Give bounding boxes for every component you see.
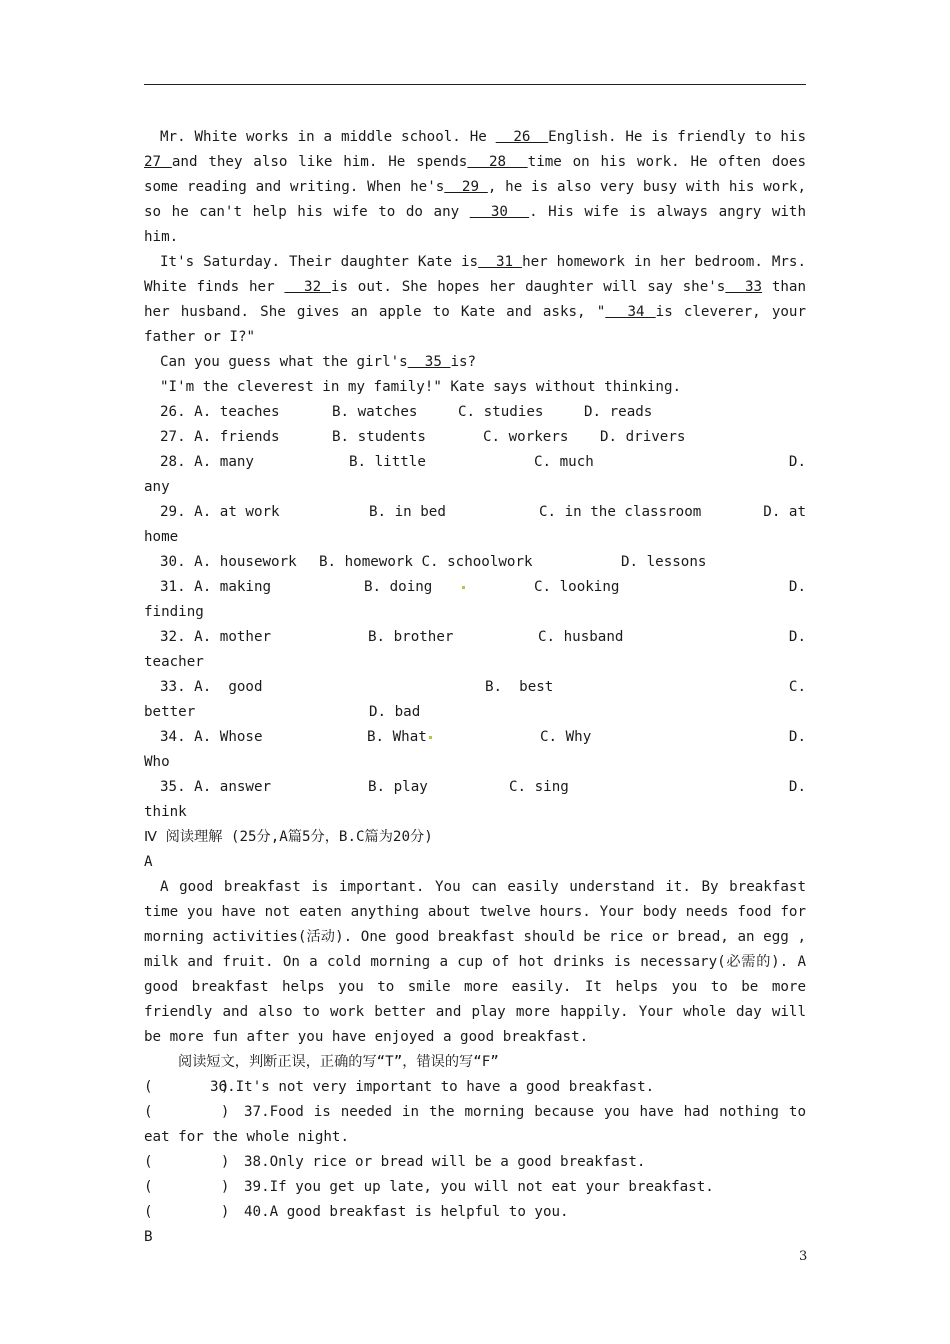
blank-35: 35 xyxy=(407,354,451,370)
question-33-wrap: better D. bad xyxy=(144,704,421,720)
blank-34: 34 xyxy=(605,304,656,320)
question-32-wrap: teacher xyxy=(144,654,204,670)
question-29: 29. A. at work B. in bed C. in the classroom D. at xyxy=(160,504,806,520)
question-29-wrap: home xyxy=(144,529,179,545)
blank-28: 28 xyxy=(467,154,528,170)
question-31: 31. A. making B. doing C. looking D. xyxy=(160,579,806,595)
blank-26: 26 xyxy=(495,129,549,145)
question-35-wrap: think xyxy=(144,804,187,820)
answer-blank[interactable]: ( ) xyxy=(144,1154,230,1170)
part-a-label: A xyxy=(144,854,153,870)
blank-31: 31 xyxy=(478,254,523,270)
stray-mark xyxy=(462,586,465,589)
tf-item: ( ) 40.A good breakfast is helpful to you. xyxy=(144,1200,806,1225)
passage-paragraph-3: Can you guess what the girl's 35 is? xyxy=(160,354,477,370)
question-35: 35. A. answer B. play C. sing D. xyxy=(160,779,806,795)
blank-33: 33 xyxy=(725,279,763,295)
question-27: 27. A. friends B. students C. workers D. drivers xyxy=(160,429,686,445)
question-34-wrap: Who xyxy=(144,754,170,770)
page-number: 3 xyxy=(799,1249,808,1264)
blank-32: 32 xyxy=(284,279,331,295)
document-body xyxy=(144,125,806,1250)
question-33: 33. A. good B. best C. xyxy=(160,679,806,695)
tf-instruction: 阅读短文，判断正误，正确的写“T”，错误的写“F” xyxy=(178,1054,499,1070)
question-34: 34. A. Whose B. What C. Why D. xyxy=(160,729,806,745)
question-28: 28. A. many B. little C. much D. xyxy=(160,454,806,470)
tf-item: ( ) 37.Food is needed in the morning because you have had nothing to eat for the whole night. xyxy=(144,1100,806,1150)
passage-paragraph-2: It's Saturday. Their daughter Kate is 31 her homework in her bedroom. Mrs. White finds her 32 is out. She hopes her daughter will say she's 33 than her husband. She gives an apple to Kate and asks, " 34 is cleverer, your father or I?" xyxy=(144,254,806,345)
tf-item: ( ) 38.Only rice or bread will be a good breakfast. xyxy=(144,1150,806,1175)
blank-27: 27 xyxy=(144,154,172,170)
answer-blank[interactable]: ( ) xyxy=(144,1179,230,1195)
question-31-wrap: finding xyxy=(144,604,204,620)
question-28-wrap: any xyxy=(144,479,170,495)
answer-blank[interactable]: ( ) xyxy=(144,1104,230,1120)
answer-blank[interactable]: ( ) xyxy=(144,1079,230,1095)
blank-30: 30 xyxy=(469,204,530,220)
part-b-label: B xyxy=(144,1229,153,1245)
question-32: 32. A. mother B. brother C. husband D. xyxy=(160,629,806,645)
stray-mark xyxy=(429,736,432,739)
tf-item: ( ) 39.If you get up late, you will not eat your breakfast. xyxy=(144,1175,806,1200)
reading-passage-a: A good breakfast is important. You can easily understand it. By breakfast time you have not eaten anything about twelve hours. Your body needs food for morning activities(活动). One good breakfast should be rice or bread, an egg , milk and fruit. On a cold morning a cup of hot drinks is necessary(必需的). A good breakfast helps you to smile more easily. It helps you to be more friendly and also to work better and play more happily. Your whole day will be more fun after you have enjoyed a good breakfast. xyxy=(144,879,806,1045)
question-26: 26. A. teaches B. watches C. studies D. reads xyxy=(160,404,653,420)
blank-29: 29 xyxy=(444,179,488,195)
question-30: 30. A. housework B. homework C. schoolwork D. lessons xyxy=(160,554,707,570)
passage-paragraph-1: Mr. White works in a middle school. He 26 English. He is friendly to his 27 and they also like him. He spends 28 time on his work. He often does some reading and writing. When he's 29 , he is also very busy with his work, so he can't help his wife to do any 30 . His wife is always angry with him. xyxy=(144,129,807,245)
header-rule xyxy=(144,84,806,85)
tf-item: ( ) 36.It's not very important to have a good breakfast. xyxy=(144,1075,806,1100)
section-heading: Ⅳ 阅读理解 (25分,A篇5分，B.C篇为20分) xyxy=(144,829,433,845)
answer-blank[interactable]: ( ) xyxy=(144,1204,230,1220)
passage-paragraph-4: "I'm the cleverest in my family!" Kate says without thinking. xyxy=(160,379,682,395)
